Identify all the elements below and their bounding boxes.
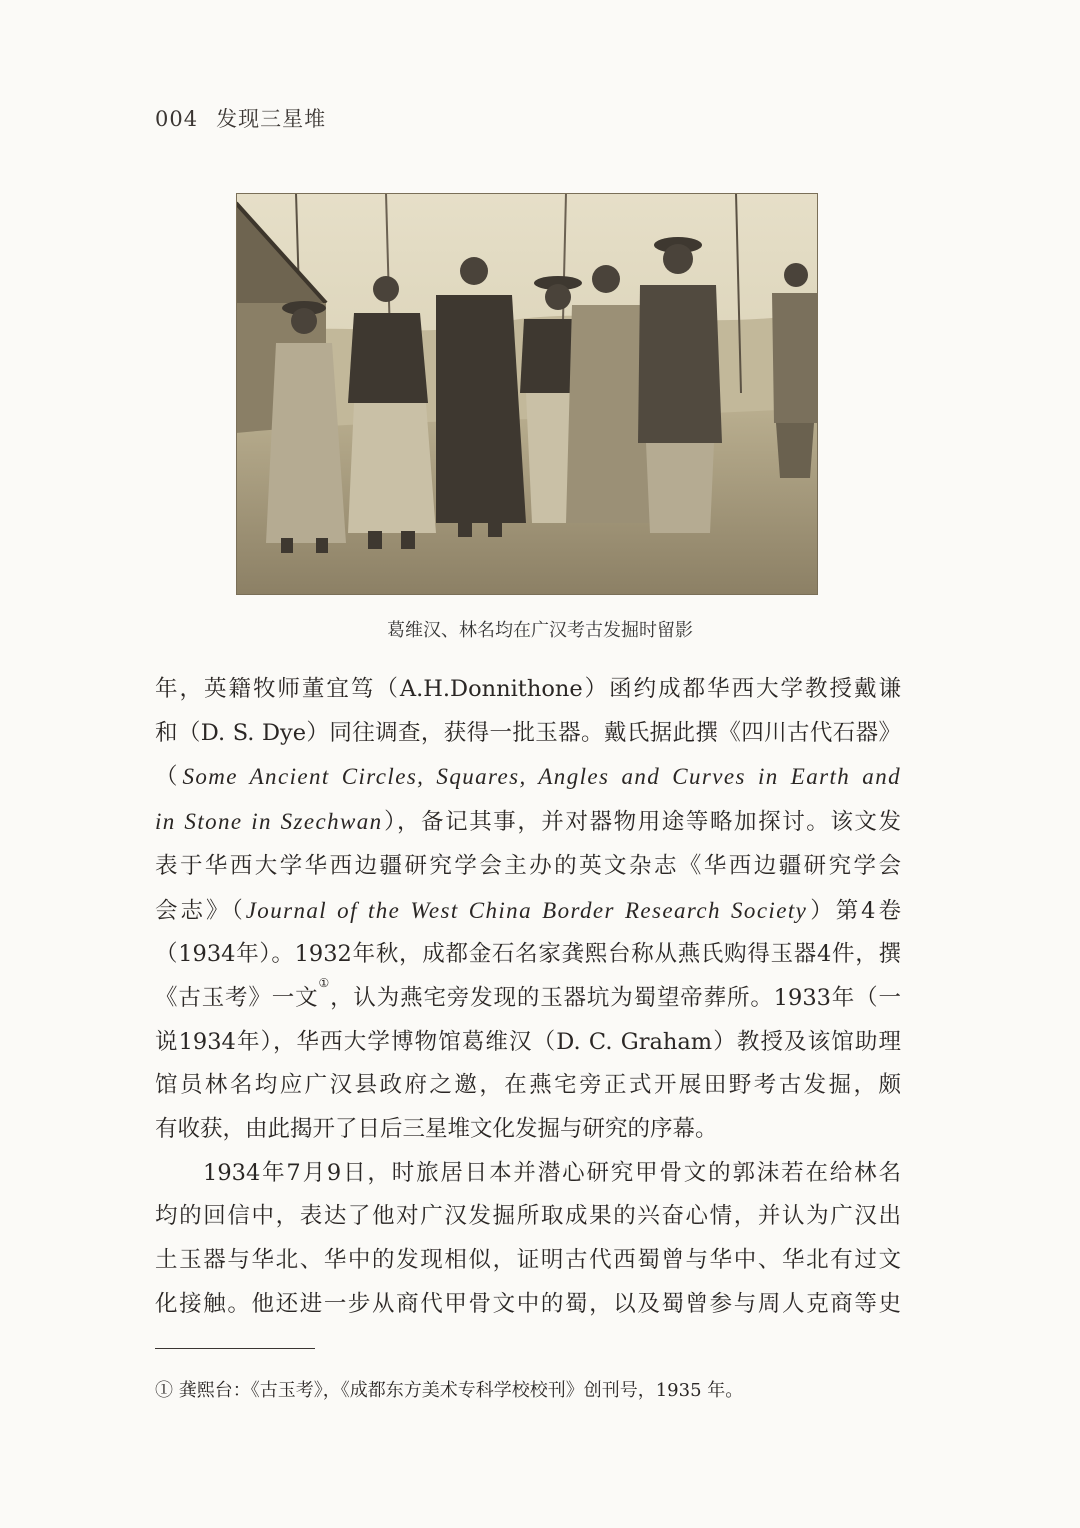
text-line: 年，英籍牧师董宜笃（A.H.Donnithone）函约成都华西大学教授戴谦: [155, 676, 901, 702]
text-line: 有收获，由此揭开了日后三星堆文化发掘与研究的序幕。: [155, 1116, 718, 1143]
footnote-marker[interactable]: ①: [318, 975, 331, 990]
body-text: [155, 668, 901, 1327]
text-fragment: ）第4卷: [807, 897, 901, 924]
footnote: ① 龚熙台：《古玉考》，《成都东方美术专科学校校刊》创刊号，1935 年。: [155, 1380, 744, 1401]
historical-photo: [236, 193, 818, 595]
text-line: [155, 889, 901, 934]
group-photo-illustration: [236, 193, 818, 595]
english-title-fragment: in Stone in Szechwan: [155, 809, 383, 835]
text-fragment: ），备记其事，并对器物用途等略加探讨。该文发: [382, 809, 901, 836]
text-line: 表于华西大学华西边疆研究学会主办的英文杂志《华西边疆研究学会: [155, 852, 901, 879]
text-line: [155, 800, 901, 845]
photo-caption: 葛维汉、林名均在广汉考古发掘时留影: [387, 620, 693, 641]
text-fragment: ，认为燕宅旁发现的玉器坑为蜀望帝葬所。1933年（一: [330, 984, 901, 1011]
footnote-divider: [155, 1348, 315, 1349]
text-fragment: 会志》（: [155, 897, 246, 924]
text-line: 1934年7月9日，时旅居日本并潜心研究甲骨文的郭沫若在给林名: [203, 1159, 901, 1186]
text-fragment: （: [155, 764, 183, 791]
journal-title: Journal of the West China Border Research Society: [245, 897, 808, 923]
page-number: 004: [155, 107, 199, 131]
english-title-fragment: Some Ancient Circles, Squares, Angles and Curves in Earth and: [182, 764, 901, 790]
running-header: [155, 103, 326, 133]
text-line: （1934年）。1932年秋，成都金石名家龚熙台称从燕氏购得玉器4件，撰: [155, 941, 901, 968]
book-title: 发现三星堆: [216, 107, 327, 131]
text-line: 馆员林名均应广汉县政府之邀，在燕宅旁正式开展田野考古发掘，颇: [155, 1072, 901, 1099]
text-line: 和（D. S. Dye）同往调查，获得一批玉器。戴氏据此撰《四川古代石器》: [155, 719, 901, 746]
text-line: [155, 977, 901, 1021]
text-line: 化接触。他还进一步从商代甲骨文中的蜀，以及蜀曾参与周人克商等史: [155, 1290, 901, 1317]
text-line: 土玉器与华北、华中的发现相似，证明古代西蜀曾与华中、华北有过文: [155, 1247, 901, 1274]
text-fragment: 《古玉考》一文: [155, 984, 319, 1011]
text-line: 说1934年），华西大学博物馆葛维汉（D. C. Graham）教授及该馆助理: [155, 1028, 901, 1055]
text-line: [155, 755, 901, 800]
text-line: 均的回信中，表达了他对广汉发掘所取成果的兴奋心情，并认为广汉出: [155, 1203, 901, 1230]
